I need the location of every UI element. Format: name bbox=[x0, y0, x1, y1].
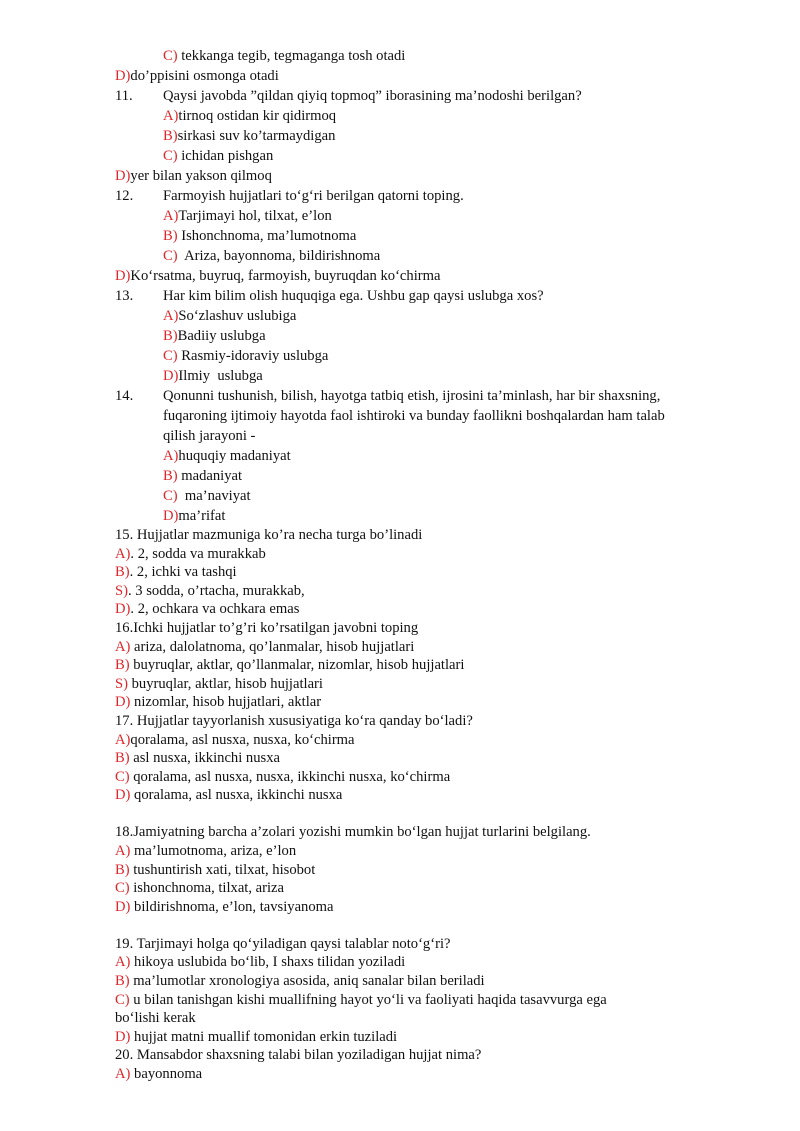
option-letter: C) bbox=[163, 48, 178, 64]
line-text: Tarjimayi hol, tilxat, e’lon bbox=[178, 208, 332, 224]
line-text: Ko‘rsatma, buyruq, farmoyish, buyruqdan ko‘chirma bbox=[130, 268, 441, 284]
option-letter: B) bbox=[115, 564, 130, 581]
line-text: ichidan pishgan bbox=[177, 148, 274, 164]
option-letter: B) bbox=[115, 657, 130, 674]
option-letter: D) bbox=[115, 68, 131, 84]
line-text: 20. Mansabdor shaxsning talabi bilan yoziladigan hujjat nima? bbox=[115, 1047, 482, 1064]
text-line bbox=[0, 526, 800, 545]
line-text: ariza, dalolatnoma, qo’lanmalar, hisob hujjatlari bbox=[130, 638, 415, 655]
option-letter: A) bbox=[163, 108, 179, 124]
line-text: hikoya uslubida bo‘lib, I shaxs tilidan yoziladi bbox=[130, 954, 406, 971]
option-letter: B) bbox=[163, 128, 178, 144]
line-text: . 3 sodda, o’rtacha, murakkab, bbox=[127, 582, 305, 599]
line-text: ma’lumotlar xronologiya asosida, aniq sanalar bilan beriladi bbox=[129, 973, 485, 990]
answer-option bbox=[0, 486, 800, 506]
answer-option bbox=[0, 346, 800, 366]
answer-option bbox=[0, 166, 800, 186]
text-line bbox=[0, 935, 800, 954]
line-text: buyruqlar, aktlar, hisob hujjatlari bbox=[127, 675, 323, 692]
line-text: bayonnoma bbox=[130, 1066, 203, 1083]
question-line bbox=[0, 86, 800, 106]
line-text: bildirishnoma, e’lon, tavsiyanoma bbox=[130, 898, 334, 915]
document-page bbox=[0, 46, 800, 1084]
line-text: madaniyat bbox=[177, 468, 243, 484]
line-text: do’ppisini osmonga otadi bbox=[130, 68, 279, 84]
question-number: 13. bbox=[115, 288, 134, 304]
answer-option bbox=[0, 46, 800, 66]
option-letter: A) bbox=[115, 954, 131, 971]
option-letter: B) bbox=[115, 750, 130, 767]
answer-option bbox=[0, 675, 800, 694]
line-text: Rasmiy-idoraviy uslubga bbox=[177, 348, 329, 364]
line-text: u bilan tanishgan kishi muallifning hayot yo‘li va faoliyati haqida tasavvurga ega bbox=[129, 991, 607, 1008]
answer-option bbox=[0, 306, 800, 326]
question-number: 11. bbox=[115, 88, 133, 104]
line-text: 17. Hujjatlar tayyorlanish xususiyatiga ko‘ra qanday bo‘ladi? bbox=[115, 712, 473, 729]
option-letter: S) bbox=[115, 582, 128, 599]
answer-option bbox=[0, 206, 800, 226]
blank-line bbox=[0, 916, 800, 935]
option-letter: B) bbox=[115, 973, 130, 990]
line-text: ishonchnoma, tilxat, ariza bbox=[129, 880, 284, 897]
line-text: ma’lumotnoma, ariza, e’lon bbox=[130, 843, 297, 859]
answer-option bbox=[0, 842, 800, 861]
line-text: huquqiy madaniyat bbox=[178, 448, 291, 464]
answer-option bbox=[0, 953, 800, 972]
answer-option bbox=[0, 146, 800, 166]
line-text: Badiiy uslubga bbox=[177, 328, 266, 344]
answer-option bbox=[0, 126, 800, 146]
line-text: . 2, ochkara va ochkara emas bbox=[130, 601, 300, 618]
line-text: Ishonchnoma, ma’lumotnoma bbox=[177, 228, 357, 244]
option-letter: D) bbox=[115, 601, 131, 618]
question-number: 14. bbox=[115, 388, 134, 404]
answer-option bbox=[0, 731, 800, 750]
question-line bbox=[0, 386, 800, 406]
line-text: sirkasi suv ko’tarmaydigan bbox=[177, 128, 336, 144]
question-line bbox=[0, 286, 800, 306]
answer-option bbox=[0, 972, 800, 991]
option-letter: B) bbox=[163, 328, 178, 344]
option-letter: D) bbox=[115, 1028, 131, 1045]
line-text: ma’naviyat bbox=[177, 488, 251, 504]
text-line bbox=[0, 619, 800, 638]
line-text: 18.Jamiyatning barcha a’zolari yozishi mumkin bo‘lgan hujjat turlarini belgilang. bbox=[115, 824, 591, 841]
answer-option bbox=[0, 446, 800, 466]
line-text: tirnoq ostidan kir qidirmoq bbox=[178, 108, 337, 124]
option-letter: A) bbox=[115, 638, 131, 655]
line-text: hujjat matni muallif tomonidan erkin tuziladi bbox=[130, 1028, 398, 1045]
option-letter: D) bbox=[115, 787, 131, 804]
line-text: . 2, sodda va murakkab bbox=[130, 545, 266, 562]
line-text: tushuntirish xati, tilxat, hisobot bbox=[129, 861, 316, 878]
option-letter: C) bbox=[163, 348, 178, 364]
line-text: 16.Ichki hujjatlar to’g’ri ko’rsatilgan javobni toping bbox=[115, 619, 419, 636]
option-letter: D) bbox=[163, 508, 179, 524]
answer-option bbox=[0, 506, 800, 526]
answer-option bbox=[0, 768, 800, 787]
option-letter: A) bbox=[115, 1066, 131, 1083]
answer-option bbox=[0, 898, 800, 917]
line-text: Ariza, bayonnoma, bildirishnoma bbox=[177, 248, 381, 264]
answer-option bbox=[0, 66, 800, 86]
line-text: ma’rifat bbox=[178, 508, 226, 524]
line-text: . 2, ichki va tashqi bbox=[129, 564, 237, 581]
line-text: Qaysi javobda ”qildan qiyiq topmoq” iborasining ma’nodoshi berilgan? bbox=[163, 88, 582, 104]
answer-option bbox=[0, 786, 800, 805]
answer-option bbox=[0, 638, 800, 657]
answer-option bbox=[0, 749, 800, 768]
option-letter: C) bbox=[163, 488, 178, 504]
option-letter: D) bbox=[115, 168, 131, 184]
answer-option bbox=[0, 600, 800, 619]
line-text: 19. Tarjimayi holga qo‘yiladigan qaysi talablar noto‘g‘ri? bbox=[115, 935, 451, 952]
option-letter: C) bbox=[115, 991, 130, 1008]
answer-option bbox=[0, 991, 800, 1010]
line-text: nizomlar, hisob hujjatlari, aktlar bbox=[130, 694, 322, 711]
line-text: buyruqlar, aktlar, qo’llanmalar, nizomlar, hisob hujjatlari bbox=[129, 657, 465, 674]
option-letter: B) bbox=[163, 228, 178, 244]
option-letter: A) bbox=[163, 448, 179, 464]
answer-option bbox=[0, 266, 800, 286]
line-text: yer bilan yakson qilmoq bbox=[130, 168, 272, 184]
line-text: Farmoyish hujjatlari to‘g‘ri berilgan qatorni toping. bbox=[163, 188, 464, 204]
answer-option bbox=[0, 582, 800, 601]
answer-option bbox=[0, 693, 800, 712]
option-letter: D) bbox=[115, 898, 131, 915]
option-letter: B) bbox=[115, 861, 130, 878]
answer-option bbox=[0, 1028, 800, 1047]
option-letter: D) bbox=[163, 368, 179, 384]
line-text: qoralama, asl nusxa, nusxa, ikkinchi nusxa, ko‘chirma bbox=[129, 768, 451, 785]
line-text: tekkanga tegib, tegmaganga tosh otadi bbox=[177, 48, 406, 64]
option-letter: B) bbox=[163, 468, 178, 484]
answer-option bbox=[0, 466, 800, 486]
option-letter: A) bbox=[115, 843, 131, 859]
answer-option bbox=[0, 861, 800, 880]
line-text: bo‘lishi kerak bbox=[115, 1010, 196, 1027]
answer-option bbox=[0, 366, 800, 386]
blank-line bbox=[0, 805, 800, 824]
answer-option bbox=[0, 326, 800, 346]
option-letter: A) bbox=[115, 731, 131, 748]
line-text: asl nusxa, ikkinchi nusxa bbox=[129, 750, 280, 767]
answer-option bbox=[0, 879, 800, 898]
line-text: qilish jarayoni - bbox=[163, 428, 256, 444]
answer-option bbox=[0, 226, 800, 246]
answer-option bbox=[0, 246, 800, 266]
option-letter: A) bbox=[163, 208, 179, 224]
line-text: qoralama, asl nusxa, nusxa, ko‘chirma bbox=[130, 731, 355, 748]
text-line bbox=[0, 426, 800, 446]
answer-option bbox=[0, 106, 800, 126]
option-letter: C) bbox=[115, 768, 130, 785]
answer-option bbox=[0, 545, 800, 564]
text-line bbox=[0, 1046, 800, 1065]
question-number: 12. bbox=[115, 188, 134, 204]
option-letter: D) bbox=[115, 694, 131, 711]
option-letter: A) bbox=[163, 308, 179, 324]
answer-option bbox=[0, 563, 800, 582]
line-text: Har kim bilim olish huquqiga ega. Ushbu gap qaysi uslubga xos? bbox=[163, 288, 544, 304]
text-line bbox=[0, 823, 800, 842]
text-line bbox=[0, 406, 800, 426]
option-letter: D) bbox=[115, 268, 131, 284]
line-text: Ilmiy uslubga bbox=[178, 368, 263, 384]
text-line bbox=[0, 712, 800, 731]
answer-option bbox=[0, 1065, 800, 1084]
line-text: qoralama, asl nusxa, ikkinchi nusxa bbox=[130, 787, 343, 804]
option-letter: A) bbox=[115, 545, 131, 562]
option-letter: C) bbox=[163, 148, 178, 164]
answer-option bbox=[0, 656, 800, 675]
line-text: So‘zlashuv uslubiga bbox=[178, 308, 297, 324]
line-text: Qonunni tushunish, bilish, hayotga tatbiq etish, ijrosini ta’minlash, har bir shaxsning, bbox=[163, 388, 661, 404]
line-text: 15. Hujjatlar mazmuniga ko’ra necha turga bo’linadi bbox=[115, 527, 423, 543]
option-letter: C) bbox=[163, 248, 178, 264]
option-letter: S) bbox=[115, 675, 128, 692]
option-letter: C) bbox=[115, 880, 130, 897]
line-text: fuqaroning ijtimoiy hayotda faol ishtiroki va bunday faollikni boshqalardan ham talab bbox=[163, 408, 665, 424]
text-line bbox=[0, 1009, 800, 1028]
question-line bbox=[0, 186, 800, 206]
